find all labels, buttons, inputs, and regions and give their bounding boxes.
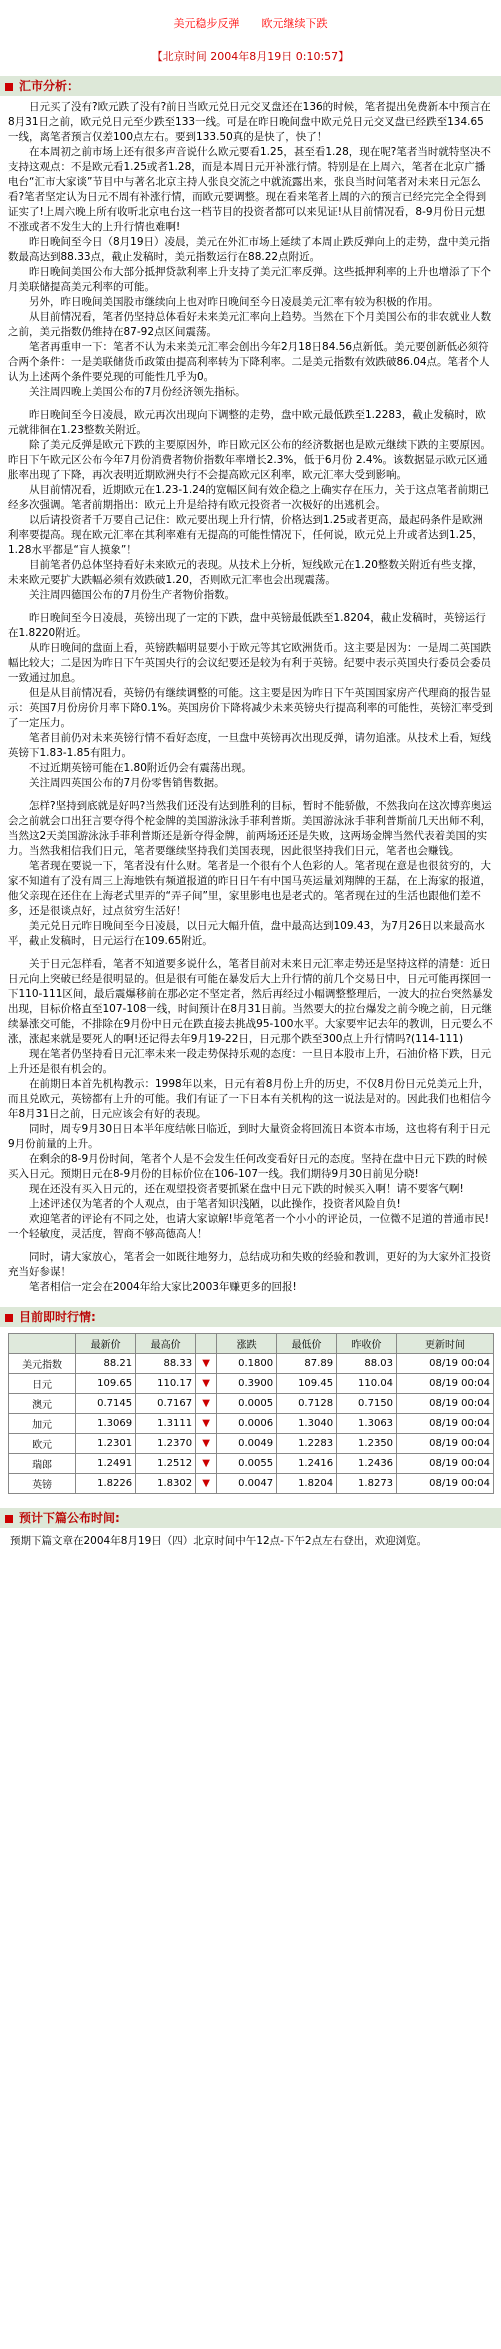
cell-change: 0.0055 [217,1454,277,1474]
analysis-paragraph: 关注周四英国公布的7月份零售销售数据。 [29,777,225,789]
down-arrow-icon: ▼ [196,1394,217,1414]
cell-last: 109.65 [76,1374,136,1394]
cell-low: 0.7128 [277,1394,337,1414]
analysis-paragraph: 现在笔者仍坚持看日元汇率未来一段走势保持乐观的态度：一旦日本股市上升，石油价格下跌，日元上升还是很有机会的。 [8,1048,491,1075]
currency-name: 日元 [9,1374,76,1394]
section-title: 目前即时行情: [19,1310,96,1324]
cell-low: 1.2283 [277,1434,337,1454]
analysis-paragraph: 关注周四德国公布的7月份生产者物价指数。 [29,589,236,601]
quotes-table [8,1333,494,1494]
cell-prev: 110.04 [337,1374,397,1394]
cell-last: 88.21 [76,1354,136,1374]
cell-time: 08/19 00:04 [397,1434,494,1454]
cell-change: 0.0047 [217,1474,277,1494]
cell-high: 1.2370 [136,1434,196,1454]
section-forecast-heading [0,1508,501,1528]
currency-name: 美元指数 [9,1354,76,1374]
cell-last: 1.3069 [76,1414,136,1434]
section-analysis-heading [0,76,501,96]
currency-name: 加元 [9,1414,76,1434]
down-arrow-icon: ▼ [196,1474,217,1494]
analysis-paragraph: 不过近期英镑可能在1.80附近仍会有震荡出现。 [29,762,252,774]
cell-change: 0.0049 [217,1434,277,1454]
analysis-paragraph: 怎样?坚持到底就是好吗?当然我们还没有达到胜利的目标，暂时不能骄傲，不然我向在这次博弈奥运会之前就会口出狂言要夺得个柁金牌的美国游泳泳手菲利普斯。美国游泳泳手菲利普斯前几天出师不利，当然这2天美国游泳泳手菲利普斯还是新夺得金牌，前两场还还是失败，这两场金牌当然代表着美国的实力。当然我相信我们日元，笔者要继续坚持我们美国表现，因此很坚持我们日元，笔者也会赚钱。 [8,800,492,857]
cell-change: 0.3900 [217,1374,277,1394]
section-title: 预计下篇公布时间: [19,1511,120,1525]
analysis-paragraph: 欢迎笔者的评论有不同之处，也请大家谅解!毕竟笔者一个小小的评论员，一位微不足道的普通市民!一个轻敏度，灵活度，智商不够高德高人！ [8,1213,489,1240]
analysis-paragraph: 同时，请大家放心，笔者会一如既往地努力，总结成功和失败的经验和教训，更好的为大家外汇投资充当好参谋！ [8,1251,491,1278]
cell-high: 88.33 [136,1354,196,1374]
analysis-paragraph: 在前期日本首先机构教示：1998年以来，日元有着8月份上升的历史，不仅8月份日元兑美元上升，而且兑欧元，英镑都有上升的可能。我们有证了一下日本有关机构的这一说法是对的。因此我们也相信今年8月31日之前，日元应该会有好的表现。 [8,1078,491,1120]
currency-name: 瑞郎 [9,1454,76,1474]
down-arrow-icon: ▼ [196,1374,217,1394]
section-title: 汇市分析： [19,79,80,93]
analysis-paragraph: 上述评述仅为笔者的个人观点，由于笔者知识浅陋，以此操作，投资者风险自负! [29,1198,401,1210]
currency-name: 欧元 [9,1434,76,1454]
cell-last: 1.2301 [76,1434,136,1454]
analysis-paragraph: 从昨日晚间的盘面上看，英镑跌幅明显要小于欧元等其它欧洲货币。这主要是因为：一是周二英国跌幅比较大；二是因为昨日下午英国央行的会议纪要还是较为有利于英镑。纪要中表示英国央行委员会委员一致通过加息。 [8,642,491,684]
cell-low: 1.8204 [277,1474,337,1494]
analysis-paragraph: 笔者现在要说一下，笔者没有什么财。笔者是一个很有个人色彩的人。笔者现在意是也很贫穷的，大家不知道有了没有周三上海地铁有频道报道的昨日日午有中国马英运量刘翔牌的王磊，在上海家的报道，他父亲现在还住在上海老式里弄的“弄子间”里，家里影电也是老式的。笔者现在过的生活也跟他们差不多，还是很谈点好，过点贫穷生活好！ [8,860,491,917]
cell-time: 08/19 00:04 [397,1474,494,1494]
column-header: 涨跌 [217,1334,277,1354]
analysis-paragraph: 笔者再重申一下：笔者不认为未来美元汇率会创出今年2月18日84.56点新低。美元要创新低必须符合两个条件：一是美联储货币政策由提高利率转为下降利率。二是美元指数有效跌破86.04点。笔者个人认为上述两个条件要兑现的可能性几乎为0。 [8,341,490,383]
cell-time: 08/19 00:04 [397,1454,494,1474]
cell-time: 08/19 00:04 [397,1374,494,1394]
cell-low: 1.3040 [277,1414,337,1434]
table-body [9,1354,494,1494]
analysis-paragraph: 在本周初之前市场上还有很多声音说什么欧元要看1.25，甚至看1.28，现在呢?笔者当时就特坚决不支持这观点：不是欧元看1.25或者1.28，而是本周日元开补涨行情。特别是在上周六，笔者在北京广播电台“汇市大家谈”节目中与著名北京主持人张良交流之中就流露出来，张良当时问笔者对未来日元怎么看?笔者坚定认为日元不周有补涨行情，而欧元要调整。现在看来笔者上周的六的预言已经完完全全得到证实了!上周六晚上所有收听北京电台这一档节目的投资者都可以来见证!从目前情况看，8-9月份日元想不涨或者不发生大的上升行情也难啊! [8,146,491,233]
currency-name: 英镑 [9,1474,76,1494]
analysis-body [0,96,501,1295]
down-arrow-icon: ▼ [196,1354,217,1374]
analysis-paragraph: 关于日元怎样看，笔者不知道要多说什么，笔者目前对未来日元汇率走势还是坚持这样的清楚：近日日元向上突破已经是很明显的。但是很有可能在暴发后大上升行情的前几个交易日中，日元可能再探回一下110-111区间，最后震爆移前在那必定不坚定者，然后再经过小幅调整整理后，一波大的拉台突然暴发出现，目标价格直至107-108一线，时间预计在8月31日前。当然要大的拉台爆发之前今晚之前，日元继续暴涨交可能，不排除在9月份中日元在跌直接去挑战95-100水平。大家要牢记去年的教训，日元要么不涨，涨起来就是要死人的啊!还记得去年9月19-22日，日元那个跌至300点上升行情吗?(114-111) [8,958,493,1045]
column-header: 昨收价 [337,1334,397,1354]
forecast-text: 预期下篇文章在2004年8月19日（四）北京时间中午12点-下午2点左右登出，欢迎浏览。 [10,1535,428,1547]
cell-high: 110.17 [136,1374,196,1394]
cell-high: 1.8302 [136,1474,196,1494]
table-row [9,1394,494,1414]
bullet-icon [5,1515,13,1523]
analysis-paragraph: 除了美元反弹是欧元下跌的主要原因外，昨日欧元区公布的经济数据也是欧元继续下跌的主要原因。昨日下午欧元区公布今年7月份消费者物价指数年率增长2.3%，低于6月份 2.4%。该数据显示欧元区通胀率出现了下降，再次表明近期欧洲央行不会提高欧元区利率，欧元汇率大受到影响。 [8,439,491,481]
analysis-paragraph: 从目前情况看，笔者仍坚持总体看好未来美元汇率向上趋势。当然在下个月美国公布的非农就业人数之前，美元指数仍维持在87-92点区间震荡。 [8,311,491,338]
cell-last: 1.2491 [76,1454,136,1474]
analysis-paragraph: 现在还没有买入日元的，还在观望投资者要抓紧在盘中日元下跌的时候买入啊！请不要客气啊! [29,1183,464,1195]
cell-time: 08/19 00:04 [397,1354,494,1374]
down-arrow-icon: ▼ [196,1414,217,1434]
cell-prev: 1.3063 [337,1414,397,1434]
cell-change: 0.0005 [217,1394,277,1414]
table-row [9,1414,494,1434]
analysis-paragraph: 同时，周专9月30日日本半年度结帐日临近，到时大量资金将回流日本资本市场，这也将有利于日元9月份前量的上升。 [8,1123,491,1150]
cell-high: 1.3111 [136,1414,196,1434]
analysis-paragraph: 关注周四晚上美国公布的7月份经济领先指标。 [29,386,246,398]
analysis-paragraph: 笔者目前仍对未来英镑行情不看好态度，一旦盘中英镑再次出现反弹，请勿追涨。从技术上看，短线英镑下1.83-1.85有阻力。 [8,732,491,759]
down-arrow-icon: ▼ [196,1454,217,1474]
column-header: 最高价 [136,1334,196,1354]
cell-low: 1.2416 [277,1454,337,1474]
cell-last: 1.8226 [76,1474,136,1494]
analysis-paragraph: 从目前情况看，近期欧元在1.23-1.24的宽幅区间有效企稳之上确实存在压力，关于这点笔者前期已经多次强调。笔者前期指出：欧元上升是给持有欧元投资者一次极好的出逃机会。 [8,484,490,511]
column-header: 最低价 [277,1334,337,1354]
cell-prev: 88.03 [337,1354,397,1374]
cell-prev: 1.8273 [337,1474,397,1494]
table-row [9,1434,494,1454]
analysis-paragraph: 昨日晚间至今日（8月19日）凌晨，美元在外汇市场上延续了本周止跌反弹向上的走势，盘中美元指数最高达到88.33点，截止发稿时，美元指数运行在88.22点附近。 [8,236,491,263]
cell-prev: 1.2436 [337,1454,397,1474]
cell-low: 109.45 [277,1374,337,1394]
cell-prev: 0.7150 [337,1394,397,1414]
cell-change: 0.1800 [217,1354,277,1374]
column-header: 更新时间 [397,1334,494,1354]
analysis-paragraph: 在剩余的8-9月份时间，笔者个人是不会发生任何改变看好日元的态度。坚持在盘中日元下跌的时候买入日元。预期日元在8-9月份的目标价位在106-107一线。我们期待9月30日前见分晓! [8,1153,488,1180]
table-row [9,1454,494,1474]
currency-name: 澳元 [9,1394,76,1414]
table-header-row [9,1334,494,1354]
table-row [9,1354,494,1374]
column-header: 最新价 [76,1334,136,1354]
analysis-paragraph: 但是从目前情况看，英镑仍有继续调整的可能。这主要是因为昨日下午英国国家房产代理商的报告显示：英国7月份房价月率下降0.1%。英国房价下降将减少未来英镑央行提高利率的可能性，英镑汇率受到了一定压力。 [8,687,493,729]
analysis-paragraph: 以后请投资者千万要自己记住：欧元要出现上升行情，价格达到1.25或者更高，最起码条件是欧洲利率要提高。现在欧元汇率在其利率难有无提高的可能性情况下，任何说，欧元兑上升或者达到1.25，1.28水平都是“盲人摸象”！ [8,514,483,556]
analysis-paragraph: 昨日晚间至今日凌晨，欧元再次出现向下调整的走势，盘中欧元最低跌至1.2283，截止发稿时，欧元就徘徊在1.23整数关附近。 [8,409,486,436]
section-market-heading [0,1307,501,1327]
column-header [196,1334,217,1354]
cell-time: 08/19 00:04 [397,1394,494,1414]
header [0,0,501,64]
analysis-paragraph: 昨日晚间美国公布大部分抵押贷款利率上升支持了美元汇率反弹。这些抵押利率的上升也增添了下个月美联储提高美元利率的可能。 [8,266,491,293]
cell-change: 0.0006 [217,1414,277,1434]
timestamp: 【北京时间 2004年8月19日 0:10:57】 [151,50,350,63]
analysis-paragraph: 笔者相信一定会在2004年给大家比2003年赚更多的回报! [29,1281,297,1293]
cell-prev: 1.2350 [337,1434,397,1454]
analysis-paragraph: 美元兑日元昨日晚间至今日凌晨，以日元大幅升值，盘中最高达到109.43，为7月26日以来最高水平，截止发稿时，日元运行在109.65附近。 [8,920,485,947]
cell-time: 08/19 00:04 [397,1414,494,1434]
bullet-icon [5,83,13,91]
analysis-paragraph: 另外，昨日晚间美国股市继续向上也对昨日晚间至今日凌晨美元汇率有较为积极的作用。 [29,296,439,308]
bullet-icon [5,1314,13,1322]
analysis-paragraph: 昨日晚间至今日凌晨，英镑出现了一定的下跌，盘中英镑最低跌至1.8204，截止发稿时，英镑运行在1.8220附近。 [8,612,486,639]
cell-high: 0.7167 [136,1394,196,1414]
down-arrow-icon: ▼ [196,1434,217,1454]
table-row [9,1474,494,1494]
column-header [9,1334,76,1354]
analysis-paragraph: 日元买了没有?欧元跌了没有?前日当欧元兑日元交叉盘还在136的时候，笔者提出免费新本中预言在8月31日之前，欧元兑日元至少跌至133一线。可是在昨日晚间盘中欧元兑日元交叉盘已经跌至134.65一线，离笔者预言仅差100点左右。要到133.50真的是快了，快了！ [8,101,491,143]
table-row [9,1374,494,1394]
analysis-paragraph: 目前笔者仍总体坚持看好未来欧元的表现。从技术上分析，短线欧元在1.20整数关附近有些支撑，未来欧元要扩大跌幅必须有效跌破1.20，否则欧元汇率也会出现震荡。 [8,559,483,586]
cell-high: 1.2512 [136,1454,196,1474]
page-title: 美元稳步反弹 欧元继续下跌 [173,17,328,30]
cell-low: 87.89 [277,1354,337,1374]
cell-last: 0.7145 [76,1394,136,1414]
